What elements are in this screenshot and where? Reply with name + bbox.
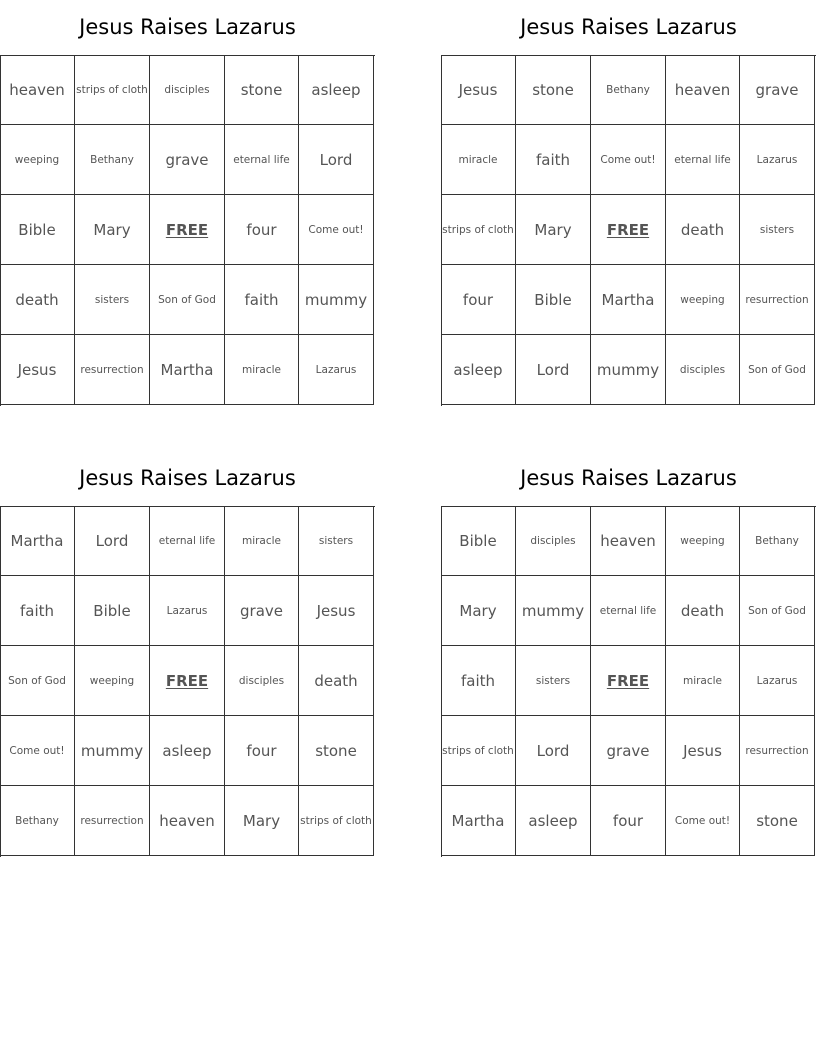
bingo-cell: Bible (516, 265, 591, 335)
bingo-cell: sisters (75, 265, 150, 335)
bingo-cell: strips of cloth (75, 55, 150, 125)
bingo-cell: strips of cloth (441, 195, 516, 265)
bingo-cell: Mary (75, 195, 150, 265)
bingo-cell: Martha (441, 786, 516, 856)
bingo-cell: Lord (516, 716, 591, 786)
bingo-cell: Bible (75, 576, 150, 646)
card-title: Jesus Raises Lazarus (520, 466, 737, 490)
bingo-cell: Martha (0, 506, 75, 576)
bingo-cell: asleep (441, 335, 516, 405)
bingo-cell: four (441, 265, 516, 335)
card-title: Jesus Raises Lazarus (79, 466, 296, 490)
bingo-cell: Son of God (740, 576, 815, 646)
bingo-grid (0, 506, 375, 857)
bingo-cell: Bible (441, 506, 516, 576)
bingo-cell: asleep (516, 786, 591, 856)
free-space: FREE (150, 195, 225, 265)
bingo-cell: eternal life (591, 576, 666, 646)
bingo-cell: miracle (225, 335, 299, 405)
bingo-cell: grave (740, 55, 815, 125)
bingo-cell: weeping (666, 265, 740, 335)
bingo-cell: sisters (299, 506, 374, 576)
bingo-cell: disciples (225, 646, 299, 716)
bingo-cell: Son of God (150, 265, 225, 335)
bingo-cell: faith (225, 265, 299, 335)
bingo-grid (441, 55, 816, 406)
bingo-cell: Mary (225, 786, 299, 856)
bingo-cell: Lord (75, 506, 150, 576)
bingo-cell: heaven (0, 55, 75, 125)
bingo-cell: strips of cloth (299, 786, 374, 856)
bingo-cell: Come out! (299, 195, 374, 265)
bingo-cell: sisters (516, 646, 591, 716)
bingo-cell: resurrection (75, 335, 150, 405)
bingo-cell: miracle (666, 646, 740, 716)
bingo-grid (0, 55, 375, 406)
bingo-cell: faith (516, 125, 591, 195)
bingo-cell: asleep (299, 55, 374, 125)
bingo-cell: asleep (150, 716, 225, 786)
bingo-cell: four (225, 716, 299, 786)
bingo-cell: eternal life (666, 125, 740, 195)
bingo-cell: faith (0, 576, 75, 646)
bingo-cell: mummy (75, 716, 150, 786)
bingo-cell: faith (441, 646, 516, 716)
bingo-cell: stone (299, 716, 374, 786)
bingo-card-3 (0, 451, 375, 830)
bingo-cell: grave (225, 576, 299, 646)
bingo-cell: eternal life (150, 506, 225, 576)
bingo-cell: Bethany (591, 55, 666, 125)
bingo-cell: Jesus (666, 716, 740, 786)
bingo-cell: stone (740, 786, 815, 856)
bingo-cell: Come out! (0, 716, 75, 786)
bingo-cell: death (666, 576, 740, 646)
bingo-grid (441, 506, 816, 857)
bingo-cell: Bible (0, 195, 75, 265)
bingo-cell: resurrection (75, 786, 150, 856)
bingo-cell: Son of God (740, 335, 815, 405)
bingo-cell: heaven (666, 55, 740, 125)
bingo-cell: Lord (299, 125, 374, 195)
free-space: FREE (591, 195, 666, 265)
bingo-cell: disciples (516, 506, 591, 576)
bingo-cell: Jesus (299, 576, 374, 646)
bingo-card-2 (441, 0, 816, 379)
bingo-cell: Bethany (0, 786, 75, 856)
bingo-cell: miracle (441, 125, 516, 195)
bingo-cell: Mary (516, 195, 591, 265)
bingo-cell: heaven (591, 506, 666, 576)
bingo-cell: Come out! (666, 786, 740, 856)
bingo-cell: Jesus (0, 335, 75, 405)
bingo-cell: four (591, 786, 666, 856)
bingo-cell: Come out! (591, 125, 666, 195)
bingo-cell: grave (591, 716, 666, 786)
bingo-cell: Bethany (740, 506, 815, 576)
bingo-cell: Jesus (441, 55, 516, 125)
bingo-cell: strips of cloth (441, 716, 516, 786)
bingo-cell: mummy (516, 576, 591, 646)
bingo-cell: Lazarus (740, 646, 815, 716)
bingo-cell: eternal life (225, 125, 299, 195)
bingo-cell: Martha (150, 335, 225, 405)
card-title: Jesus Raises Lazarus (79, 15, 296, 39)
bingo-cell: stone (225, 55, 299, 125)
bingo-cell: death (666, 195, 740, 265)
bingo-cell: Son of God (0, 646, 75, 716)
bingo-cell: Martha (591, 265, 666, 335)
bingo-cell: grave (150, 125, 225, 195)
bingo-cell: mummy (591, 335, 666, 405)
bingo-cell: weeping (666, 506, 740, 576)
bingo-cell: Lazarus (150, 576, 225, 646)
bingo-cell: weeping (75, 646, 150, 716)
free-space: FREE (591, 646, 666, 716)
bingo-cell: resurrection (740, 716, 815, 786)
bingo-cell: disciples (150, 55, 225, 125)
bingo-cell: mummy (299, 265, 374, 335)
bingo-cell: four (225, 195, 299, 265)
bingo-cell: weeping (0, 125, 75, 195)
bingo-cell: resurrection (740, 265, 815, 335)
bingo-cell: Lazarus (740, 125, 815, 195)
free-space: FREE (150, 646, 225, 716)
bingo-cell: Mary (441, 576, 516, 646)
bingo-cell: miracle (225, 506, 299, 576)
bingo-cell: Lord (516, 335, 591, 405)
bingo-card-4 (441, 451, 816, 830)
bingo-cell: Bethany (75, 125, 150, 195)
bingo-cell: death (0, 265, 75, 335)
bingo-cell: Lazarus (299, 335, 374, 405)
card-title: Jesus Raises Lazarus (520, 15, 737, 39)
bingo-card-1 (0, 0, 375, 379)
bingo-cell: heaven (150, 786, 225, 856)
bingo-cell: stone (516, 55, 591, 125)
bingo-cell: sisters (740, 195, 815, 265)
bingo-cell: death (299, 646, 374, 716)
bingo-cell: disciples (666, 335, 740, 405)
